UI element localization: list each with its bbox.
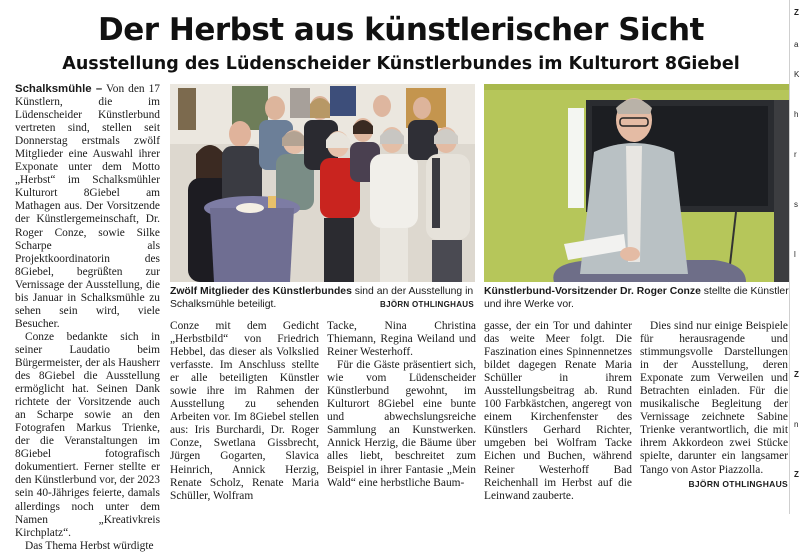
article-column-4 [484,320,632,503]
neighbor-column-fragment [790,0,802,514]
edge-letter: r [794,150,797,159]
article-column-5 [640,320,788,491]
article-subheadline: Ausstellung des Lüdenscheider Künstlerbundes im Kulturort 8Giebel [62,54,740,74]
paragraph: Für die Gäste präsentiert sich, wie vom Lüdenscheider Künstlerbund gewohnt, im Kulturort 8Giebel eine bunte und abwechslungsreiche Sammlung an Kunstwerken. Annick Herzig, die Bäume über alles liebt, beschreitet zum Beispiel in ihrer Fantasie „Mein Wald“ eine herbstliche Baum- [327,359,476,489]
speaker-photo [484,84,790,282]
edge-letter: s [794,200,798,209]
edge-letter: Z [794,470,799,479]
edge-letter: Z [794,8,799,17]
article-headline: Der Herbst aus künstlerischer Sicht [98,12,704,48]
edge-letter: K [794,70,800,79]
paragraph: Conze bedankte sich in seiner Laudatio beim Bürgermeister, der als Hausherr des 8Giebel die Ausstellung ermöglicht hat. Seinen Dank richtete der Vorsitzende auch an Scharpe sowie an den Fotografen Markus Trienke, der die Veranstaltungen im 8Giebel fotografisch dokumentiert. Ferner stellte er den Künstlerbund vor, der 2023 sein 40-Jähriges feierte, damals allerdings noch unter dem Namen „Kreativkreis Kirchplatz“. [15,330,160,539]
paragraph: Conze mit dem Gedicht „Herbstbild“ von Friedrich Hebbel, das dieser als Volkslied verfasste. Im Anschluss stellte er alle beteiligten Künstler sowie ihre im Rahmen der Ausstellung zu sehenden Arbeiten vor. Im 8Giebel stellen aus: Iris Burchardi, Dr. Roger Conze, Swetlana Gissbrecht, Jürgen Gogarten, Slavica Heinrich, Annick Herzig, Renate Scholz, Renate Maria Schüller, Wolfram [170,320,319,502]
edge-letter: Z [794,370,799,379]
paragraph: gasse, der ein Tor und dahinter das weite Meer folgt. Die Faszination eines Spinnennetzes bildet dagegen Renate Maria Schüller in ihrem Ausstellungsbeitrag ab. Rund 100 Farbkästchen, angeregt von einem Kirchenfenster des Künstlers Gerhard Richter, umgeben bei Wolfram Tacke Eichen und Buchen, während Reiner Westerhoff Bad Reichenhall im Herbst auf die Leinwand zauberte. [484,320,632,502]
dateline: Schalksmühle – [15,83,103,95]
edge-letter: a [794,40,799,49]
edge-letter: n [794,420,799,429]
photo-caption-2: Künstlerbund-Vorsitzender Dr. Roger Conze stellte die Künstler und ihre Werke vor. [484,286,789,310]
group-photo [170,84,475,282]
paragraph: Dies sind nur einige Beispiele für herausragende und stimmungsvolle Darstellungen in der Ausstellung, deren Exponate zum Verweilen und Betrachten einladen. Für die musikalische Begleitung der Vernissage zeichnete Sabine Trienke verantwortlich, die mit ihrem Akkordeon zwei Stücke spielte, darunter ein langsamer Tango von Astor Piazzolla. [640,320,788,476]
edge-letter: h [794,110,799,119]
paragraph: Das Thema Herbst würdigte [25,539,154,552]
photo-credit: BJÖRN OTHLINGHAUS [380,300,474,309]
article-column-1 [15,83,160,553]
article-column-2 [170,320,319,503]
paragraph: Tacke, Nina Christina Thiemann, Regina Weiland und Reiner Westerhoff. [327,320,476,359]
paragraph: Schalksmühle – Von den 17 Künstlern, die im Lüdenscheider Künstlerbund vertreten sind, stellen seit Donnerstag erstmals zwölf Mitglieder eine Auswahl ihrer Exponate unter dem Motto „Herbst“ im Schalksmühler Kulturort 8Giebel am Mathagen aus. Der Vorsitzende der Künstlergemeinschaft, Dr. Roger Conze, sowie Silke Scharpe als Projektkoordinatorin des 8Giebel, begrüßten zur Vernissage der Ausstellung, die bis Januar in Schalksmühle zu sehen sein wird, viele Besucher. [15,83,160,330]
edge-letter: l [794,250,796,259]
byline: BJÖRN OTHLINGHAUS [688,478,788,489]
article-column-3 [327,320,476,490]
photo-caption-1: Zwölf Mitglieder des Künstlerbundes sind an der Ausstellung in Schalksmühle beteiligt. [170,286,474,310]
